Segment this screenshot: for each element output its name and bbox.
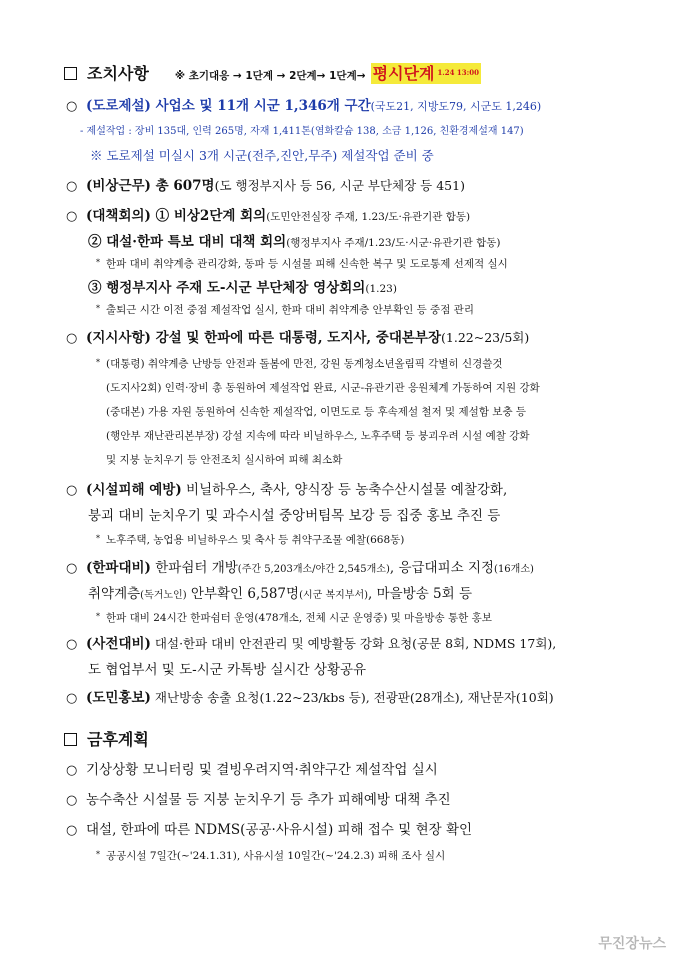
text-paren: (독거노인) <box>140 590 187 601</box>
item-detail-paren: (주간 5,203개소/야간 2,545개소) <box>237 564 390 575</box>
directive-president <box>96 358 503 371</box>
item-detail: (국도21, 지방도79, 시군도 1,246) <box>370 100 542 113</box>
meeting-3-note <box>96 304 474 317</box>
note-unfinished-counties: ※ 도로제설 미실시 3개 시군(전주,진안,무주) 제설작업 준비 중 <box>90 148 434 163</box>
meeting-detail: (1.23) <box>365 283 397 295</box>
text: 안부확인 6,587명 <box>186 586 300 602</box>
directive-mois: (행안부 재난관리본부장) 강설 지속에 따라 비닐하우스, 노후주택 등 붕괴우려 시설 예찰 강화 <box>106 430 530 442</box>
circle-bullet-icon: ○ <box>66 637 78 652</box>
text: 취약계층 <box>88 586 141 602</box>
note-text: (대통령) 취약계층 난방등 안전과 돌봄에 만전, 강원 동계청소년올림픽 각별히 신경쓸것 <box>106 358 503 370</box>
item-detail: 재난방송 송출 요청(1.22~23/kbs 등), 전광판(28개소), 재난문자(10회) <box>150 690 554 705</box>
circle-bullet-icon: ○ <box>66 691 78 706</box>
advance-preparation-cont: 도 협업부서 및 도-시군 카톡방 실시간 상황공유 <box>88 662 367 678</box>
square-bullet-icon <box>64 67 77 80</box>
note-text: 한파 대비 취약계층 관리강화, 동파 등 시설물 피해 신속한 복구 및 도로통제 선제적 실시 <box>106 258 508 270</box>
text-paren: (시군 복지부서) <box>299 590 369 601</box>
watermark-logo: 무진장뉴스 <box>598 936 666 952</box>
item-facility-prevention <box>66 482 507 499</box>
circle-bullet-icon: ○ <box>66 793 78 808</box>
section-title: 금후계획 <box>87 730 149 749</box>
meeting-2-note <box>96 258 508 271</box>
item-heading: (지시사항) 강설 및 한파에 따른 대통령, 도지사, 중대본부장 <box>86 330 442 346</box>
plan-text: 대설, 한파에 따른 NDMS(공공·사유시설) 피해 접수 및 현장 확인 <box>86 822 473 838</box>
meeting-heading: ② 대설·한파 특보 대비 대책 회의 <box>88 234 287 250</box>
circle-bullet-icon: ○ <box>66 331 78 346</box>
item-heading: (비상근무) 총 607명 <box>86 178 215 194</box>
note-text: 공공시설 7일간(~'24.1.31), 사유시설 10일간(~'24.2.3) 피해 조사 실시 <box>106 850 446 862</box>
plan-item-3-note <box>96 850 445 863</box>
item-detail: 대설·한파 대비 안전관리 및 예방활동 강화 요청(공문 8회, NDMS 17회), <box>150 636 557 651</box>
section-title: 조치사항 <box>87 64 149 83</box>
circle-bullet-icon: ○ <box>66 483 78 498</box>
asterisk-icon: * <box>96 534 100 543</box>
current-stage-label: 평시단계 <box>372 64 435 83</box>
plan-item-2 <box>66 792 451 809</box>
meeting-detail: (행정부지사 주재/1.23/도·시군·유관기관 합동) <box>286 237 501 249</box>
item-heading: (도로제설) 사업소 및 11개 시군 1,346개 구간 <box>86 98 371 114</box>
note-text: 한파 대비 24시간 한파쉼터 운영(478개소, 전체 시군 운영중) 및 마을방송 통한 홍보 <box>106 612 492 624</box>
current-stage-highlight <box>371 63 481 84</box>
plan-item-1 <box>66 762 438 779</box>
item-detail-paren: (16개소) <box>494 564 534 575</box>
asterisk-icon: * <box>96 850 100 859</box>
section-heading-plans <box>64 730 149 749</box>
directive-central-hq: (중대본) 가용 자원 동원하여 신속한 제설작업, 이면도로 등 후속제설 철저 및 제설함 보충 등 <box>106 406 527 418</box>
item-advance-preparation <box>66 636 556 653</box>
cold-wave-note <box>96 612 492 625</box>
item-heading: (시설피해 예방) <box>86 482 182 498</box>
note-text: 노후주택, 농업용 비닐하우스 및 축사 등 취약구조물 예찰(668동) <box>106 534 405 546</box>
text: , 마을방송 5회 등 <box>368 586 473 602</box>
circle-bullet-icon: ○ <box>66 561 78 576</box>
asterisk-icon: * <box>96 612 100 621</box>
meeting-heading: ③ 행정부지사 주재 도-시군 부단체장 영상회의 <box>88 280 366 296</box>
circle-bullet-icon: ○ <box>66 179 78 194</box>
item-heading: (한파대비) <box>86 560 151 576</box>
facility-prevention-cont: 붕괴 대비 눈치우기 및 과수시설 중앙버팀목 보강 등 집중 홍보 추진 등 <box>88 508 501 524</box>
directive-mois-cont: 및 지붕 눈치우기 등 안전조치 실시하여 피해 최소화 <box>106 454 343 466</box>
item-detail: (1.22~23/5회) <box>441 330 530 345</box>
sub-snow-work: - 제설작업 : 장비 135대, 인력 265명, 자재 1,411톤(염화칼슘 138, 소금 1,126, 친환경제설재 147) <box>80 126 524 137</box>
note-text: 출퇴근 시간 이전 중점 제설작업 실시, 한파 대비 취약계층 안부확인 등 중점 관리 <box>106 304 474 316</box>
item-directives <box>66 330 529 347</box>
item-detail: , 응급대피소 지정 <box>389 560 495 576</box>
stage-time: 1.24 13:00 <box>437 68 479 77</box>
meeting-2 <box>88 234 501 250</box>
item-detail: 한파쉼터 개방 <box>150 560 238 576</box>
circle-bullet-icon: ○ <box>66 823 78 838</box>
asterisk-icon: * <box>96 258 100 267</box>
directive-governor: (도지사2회) 인력·장비 총 동원하여 제설작업 완료, 시군-유관기관 응원체계 가동하여 지원 강화 <box>106 382 540 394</box>
item-detail: (도 행정부지사 등 56, 시군 부단체장 등 451) <box>214 178 465 193</box>
asterisk-icon: * <box>96 358 100 367</box>
circle-bullet-icon: ○ <box>66 99 78 114</box>
item-road-snow-removal <box>66 98 541 115</box>
stage-sequence: ※ 초기대응 → 1단계 → 2단계→ 1단계→ <box>174 70 366 82</box>
item-cold-wave <box>66 560 534 577</box>
item-heading: (대책회의) ① 비상2단계 회의 <box>86 208 267 224</box>
item-detail: (도민안전실장 주재, 1.23/도·유관기관 합동) <box>266 211 471 223</box>
item-heading: (도민홍보) <box>86 690 151 706</box>
section-heading-actions <box>64 64 481 83</box>
item-emergency-duty <box>66 178 465 195</box>
plan-text: 기상상황 모니터링 및 결빙우려지역·취약구간 제설작업 실시 <box>86 762 438 778</box>
item-countermeasure-meetings <box>66 208 470 225</box>
plan-text: 농수축산 시설물 등 지붕 눈치우기 등 추가 피해예방 대책 추진 <box>86 792 451 808</box>
circle-bullet-icon: ○ <box>66 209 78 224</box>
plan-item-3 <box>66 822 472 839</box>
item-public-notice <box>66 690 554 707</box>
asterisk-icon: * <box>96 304 100 313</box>
circle-bullet-icon: ○ <box>66 763 78 778</box>
square-bullet-icon <box>64 733 77 746</box>
meeting-3 <box>88 280 397 296</box>
item-heading: (사전대비) <box>86 636 151 652</box>
item-detail: 비닐하우스, 축사, 양식장 등 농축수산시설물 예찰강화, <box>181 482 508 498</box>
cold-wave-cont <box>88 586 472 602</box>
facility-prevention-note <box>96 534 404 547</box>
